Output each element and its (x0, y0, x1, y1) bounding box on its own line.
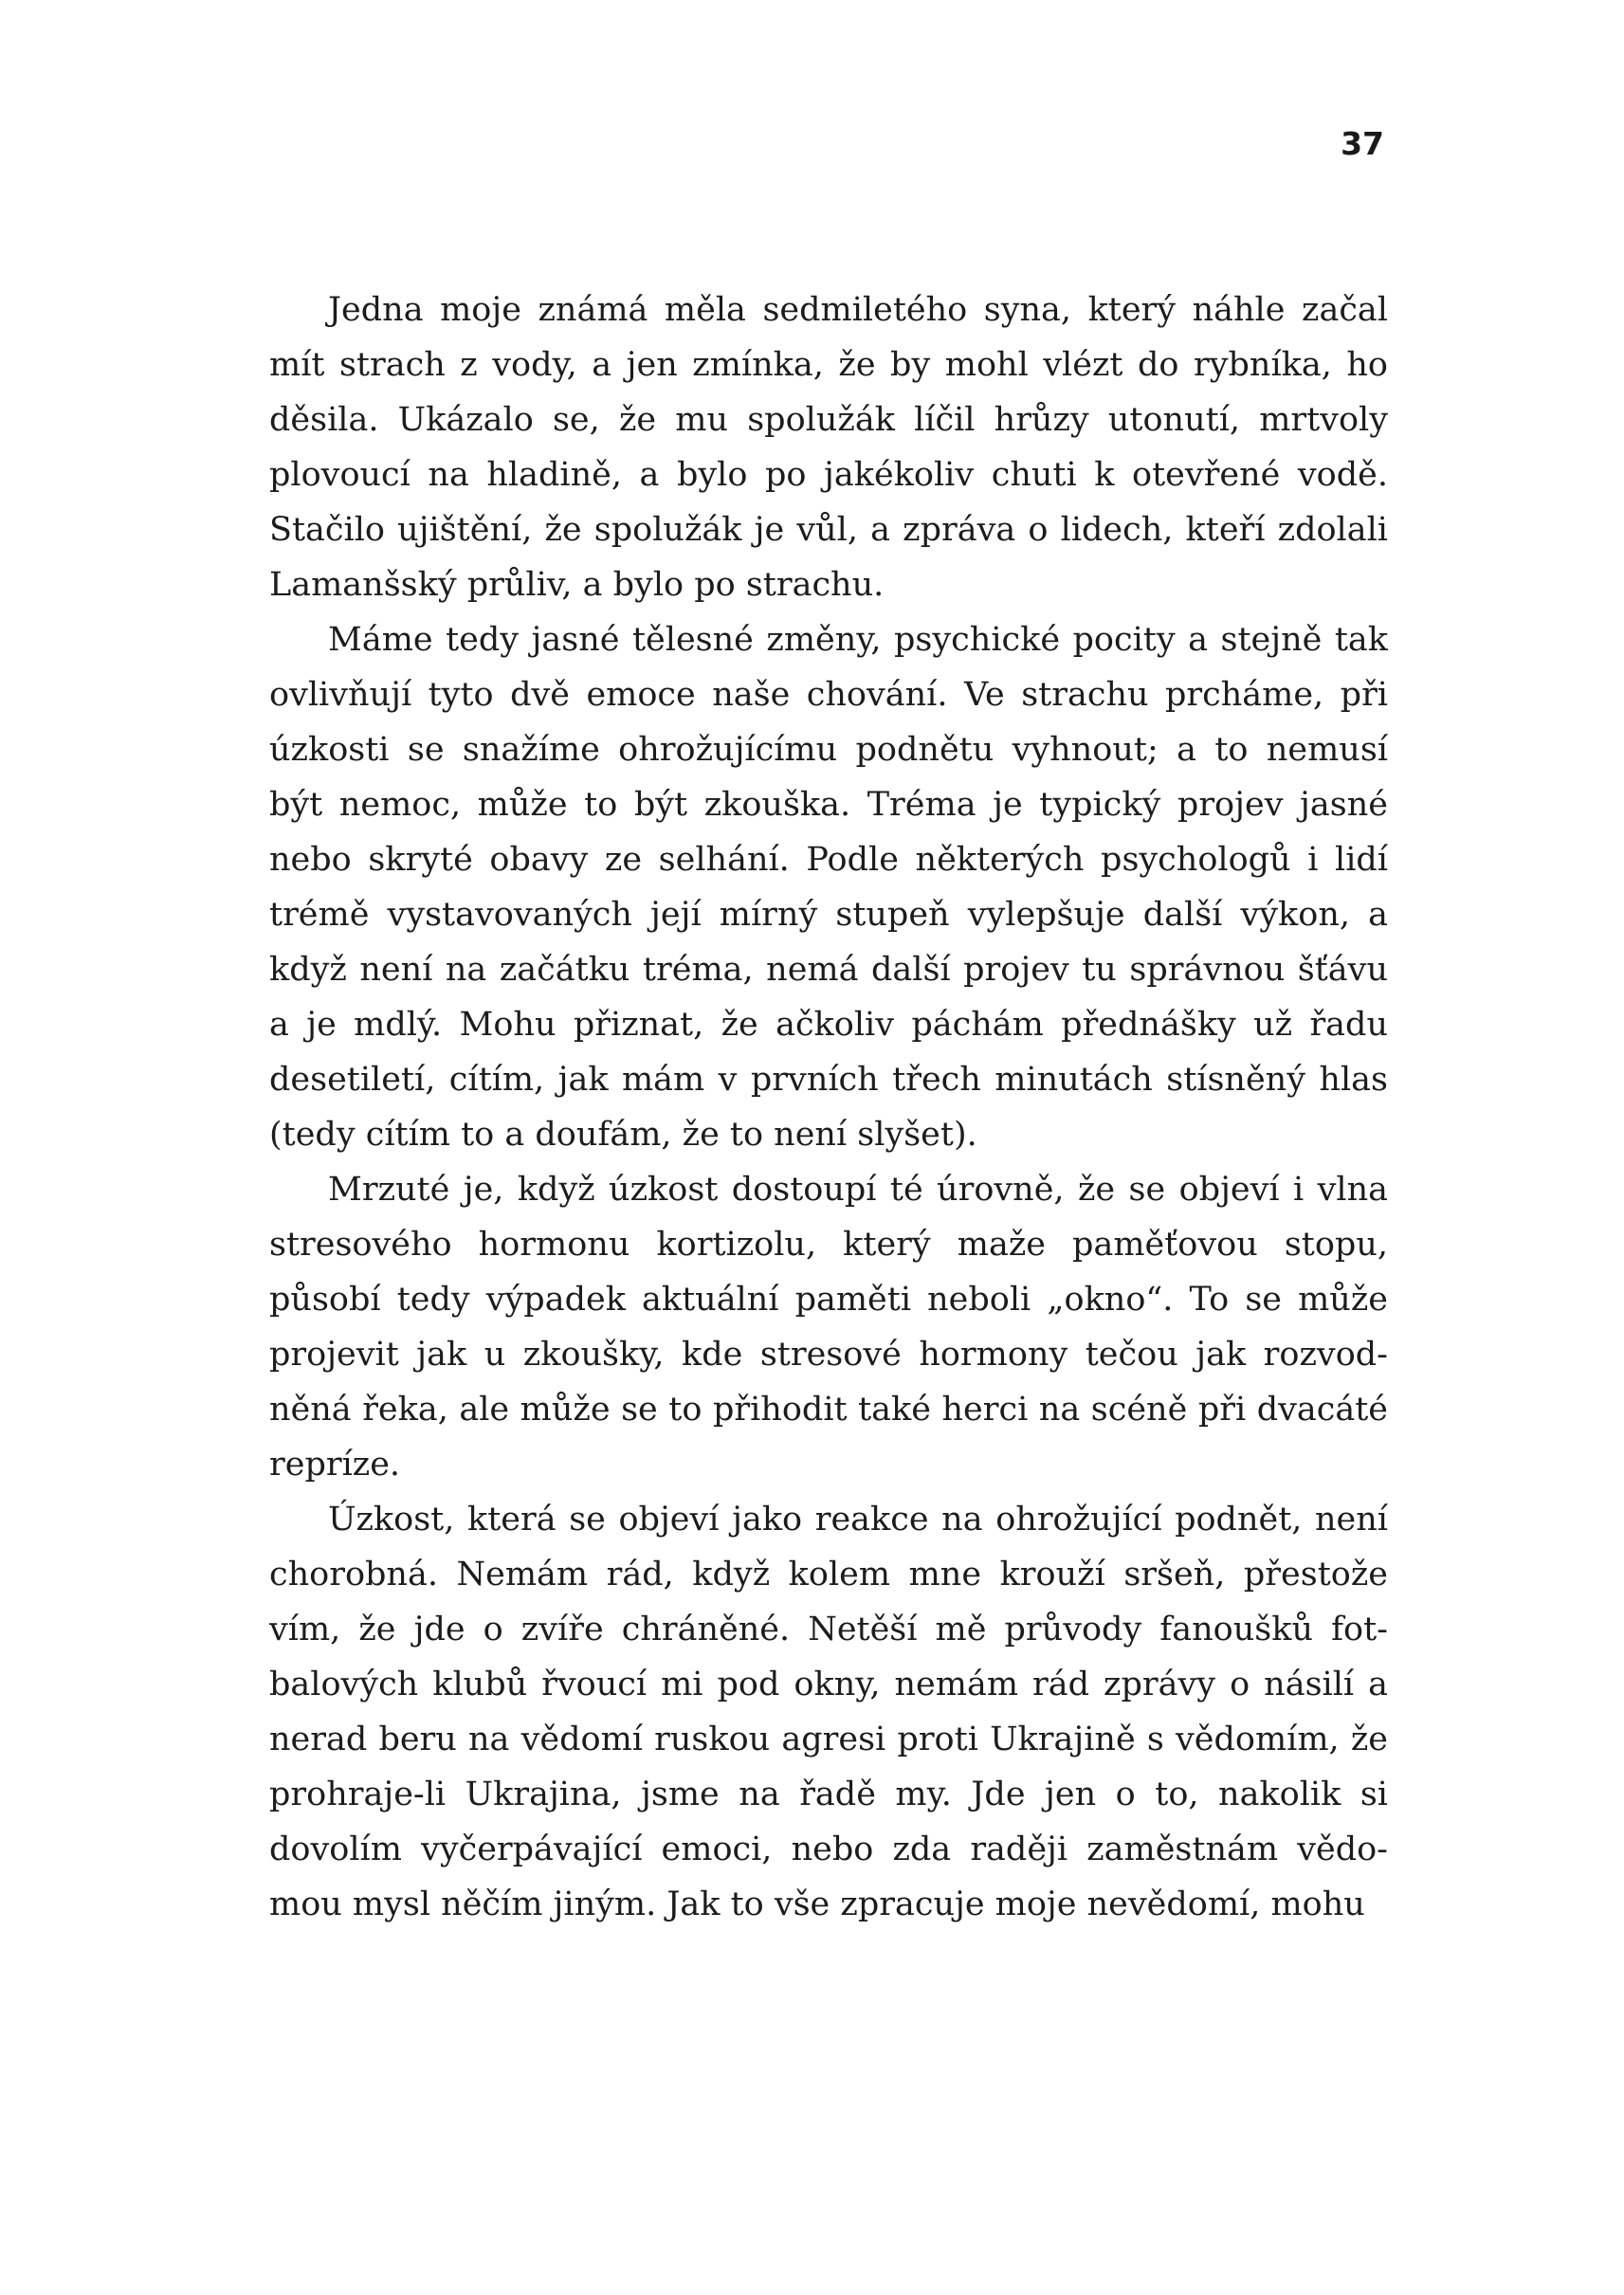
paragraph: Mrzuté je, když úzkost dostoupí té úrovně, že se objeví i vlna stresového hormonu kortizolu, který maže paměťovou stopu, působí tedy výpadek aktuální paměti neboli „okno“. To se může projevit jak u zkoušky, kde stresové hormony tečou jak rozvodněná řeka, ale může se to přihodit také herci na scéně při dvacáté repríze. (269, 1171, 1388, 1484)
page-number: 37 (1341, 125, 1384, 162)
paragraph: Jedna moje známá měla sedmiletého syna, který náhle začal mít strach z vody, a jen zmínka, že by mohl vlézt do rybníka, ho děsila. Ukázalo se, že mu spolužák líčil hrůzy utonutí, mrtvoly plovoucí na hladině, a bylo po jakékoliv chuti k otevřené vodě. Stačilo ujištění, že spolužák je vůl, a zpráva o lidech, kteří zdolali Lamanšský průliv, a bylo po strachu. (269, 291, 1388, 604)
paragraph: Úzkost, která se objeví jako reakce na ohrožující podnět, není chorobná. Nemám rád, když kolem mne krouží sršeň, přestože vím, že jde o zvíře chráněné. Netěší mě průvody fanoušků fotbalových klubů řvoucí mi pod okny, nemám rád zprávy o násilí a nerad beru na vědomí ruskou agresi proti Ukrajině s vědomím, že prohraje-li Ukrajina, jsme na řadě my. Jde jen o to, nakolik si dovolím vyčerpávající emoci, nebo zda raději zaměstnám vědomou mysl něčím jiným. Jak to vše zpracuje moje nevědomí, mohu (269, 1501, 1388, 1923)
body-text (269, 282, 1388, 1932)
paragraph: Máme tedy jasné tělesné změny, psychické pocity a stejně tak ovlivňují tyto dvě emoce naše chování. Ve strachu prcháme, při úzkosti se snažíme ohrožujícímu podnětu vyhnout; a to nemusí být nemoc, může to být zkouška. Tréma je typický projev jasné nebo skryté obavy ze selhání. Podle některých psychologů i lidí trémě vystavovaných její mírný stupeň vylepšuje další výkon, a když není na začátku tréma, nemá další projev tu správnou šťávu a je mdlý. Mohu přiznat, že ačkoliv páchám přednášky už řadu desetiletí, cítím, jak mám v prvních třech minutách stísněný hlas (tedy cítím to a doufám, že to není slyšet). (269, 621, 1388, 1154)
